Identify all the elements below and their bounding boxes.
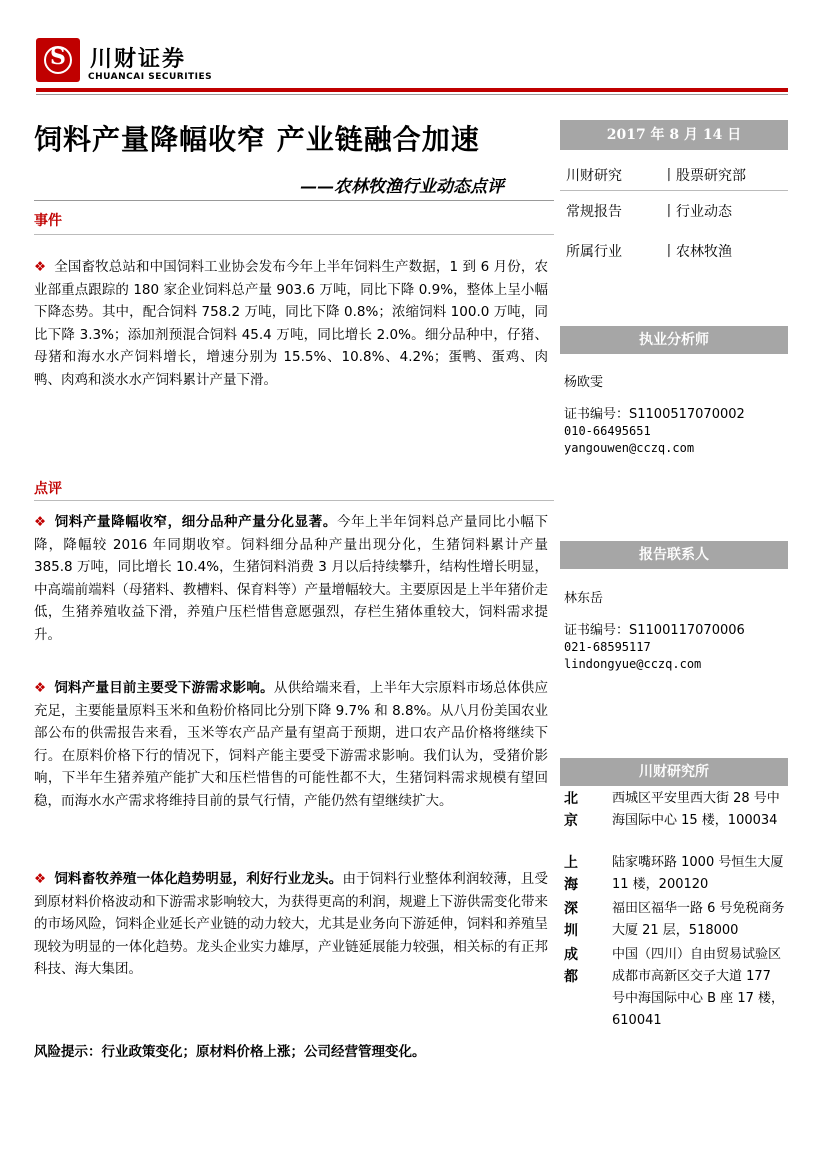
section-label-event: 事件 <box>34 213 62 229</box>
bullet-icon: ❖ <box>34 871 47 887</box>
header-thin-rule <box>36 94 788 95</box>
logo-letter: S <box>50 44 66 70</box>
report-title: 饲料产量降幅收窄 产业链融合加速 <box>34 123 480 156</box>
point-lead: 饲料产量降幅收窄，细分品种产量分化显著。 <box>54 514 337 530</box>
section-divider <box>34 234 554 235</box>
contact-name: 林东岳 <box>564 591 604 606</box>
office-address: 西城区平安里西大街 28 号中海国际中心 15 楼，100034 <box>612 791 780 828</box>
office-city: 深圳 <box>564 901 578 939</box>
bullet-icon: ❖ <box>34 680 47 696</box>
meta-row-research <box>566 165 746 185</box>
meta-row-type <box>566 201 732 221</box>
meta-row-industry <box>566 241 732 261</box>
meta-label: 川财研究 <box>566 168 622 184</box>
comment-point-2 <box>34 677 548 813</box>
report-subtitle: ——农林牧渔行业动态点评 <box>300 177 504 197</box>
analyst-cert: 证书编号：S1100517070002 <box>564 407 745 422</box>
section-label-comment: 点评 <box>34 481 62 497</box>
meta-value: 丨农林牧渔 <box>662 244 732 260</box>
meta-value: 丨行业动态 <box>662 204 732 220</box>
meta-label: 所属行业 <box>566 244 622 260</box>
event-paragraph <box>34 256 548 392</box>
bullet-icon: ❖ <box>34 514 47 530</box>
analyst-email[interactable]: yangouwen@cczq.com <box>564 441 695 455</box>
event-text: 全国畜牧总站和中国饲料工业协会发布今年上半年饲料生产数据，1 到 6 月份，农业部重点跟踪的 180 家企业饲料总产量 903.6 万吨，同比下降 0.9%，整体上呈小幅下降态势。其中，配合饲料 758.2 万吨，同比下降 0.8%；浓缩饲料 100.0 万吨，同比下降 3.3%；添加剂预混合饲料 45.4 万吨，同比增长 2.0%。细分品种中，仔猪、母猪和海水水产饲料增长，增速分别为 15.5%、10.8%、4.2%；蛋鸭、蛋鸡、肉鸭、肉鸡和淡水水产饲料累计产量下滑。 <box>34 259 548 388</box>
bullet-icon: ❖ <box>34 259 47 275</box>
sidebar-divider <box>560 190 788 191</box>
analyst-header: 执业分析师 <box>560 326 788 354</box>
office-address: 福田区福华一路 6 号免税商务大厦 21 层，518000 <box>612 901 785 938</box>
meta-label: 常规报告 <box>566 204 622 220</box>
title-divider <box>34 200 554 201</box>
point-text: 由于饲料行业整体利润较薄，且受到原材料价格波动和下游需求影响较大，为获得更高的利润，规避上下游供需变化带来的市场风险，饲料企业延长产业链的动力较大，尤其是业务向下游延伸，饲料和养殖呈现较为明显的一体化趋势。龙头企业实力雄厚，产业链延展能力较强，相关标的有正邦科技、海大集团。 <box>34 871 549 978</box>
point-text: 从供给端来看，上半年大宗原料市场总体供应充足，主要能量原料玉米和鱼粉价格同比分别下降 9.7% 和 8.8%。从八月份美国农业部公布的供需报告来看，玉米等农产品产量有望高于预期，进口农产品价格将继续下行。在原料价格下行的情况下，饲料产能主要受下游需求影响。我们认为，受猪价影响，下半年生猪养殖产能扩大和压栏惜售的可能性都不大，生猪饲料需求规模有望回稳，而海水水产需求将维持目前的景气行情，产能仍然有望继续扩大。 <box>34 680 549 809</box>
office-address: 陆家嘴环路 1000 号恒生大厦 11 楼，200120 <box>612 855 784 892</box>
office-city: 成都 <box>564 947 578 985</box>
header-red-rule <box>36 88 788 92</box>
section-divider <box>34 500 554 501</box>
report-date: 2017 年 8 月 14 日 <box>560 120 788 150</box>
analyst-phone: 010-66495651 <box>564 424 651 438</box>
office-city: 北京 <box>564 791 578 829</box>
institute-header: 川财研究所 <box>560 758 788 786</box>
brand-name-cn: 川财证券 <box>90 47 187 72</box>
contact-email[interactable]: lindongyue@cczq.com <box>564 657 702 671</box>
contact-header: 报告联系人 <box>560 541 788 569</box>
comment-point-1 <box>34 511 548 647</box>
company-logo <box>36 38 80 82</box>
point-lead: 饲料产量目前主要受下游需求影响。 <box>54 680 274 696</box>
brand-name-en: CHUANCAI SECURITIES <box>88 72 213 82</box>
office-address: 中国（四川）自由贸易试验区成都市高新区交子大道 177 号中海国际中心 B 座 17 楼，610041 <box>612 947 784 1028</box>
comment-point-3 <box>34 868 548 981</box>
analyst-name: 杨欧雯 <box>564 375 604 390</box>
office-city: 上海 <box>564 855 578 893</box>
point-text: 今年上半年饲料总产量同比小幅下降，降幅较 2016 年同期收窄。饲料细分品种产量出现分化，生猪饲料累计产量 385.8 万吨，同比增长 10.4%，生猪饲料消费 3 月以后持续攀升，结构性增长明显，中高端前端料（母猪料、教槽料、保育料等）产量增幅较大。主要原因是上半年猪价走低，生猪养殖收益下滑，养殖户压栏惜售意愿强烈，存栏生猪体重较大，饲料需求提升。 <box>34 514 549 643</box>
contact-phone: 021-68595117 <box>564 640 651 654</box>
meta-value: 丨股票研究部 <box>662 168 746 184</box>
contact-cert: 证书编号：S1100117070006 <box>564 623 745 638</box>
point-lead: 饲料畜牧养殖一体化趋势明显，利好行业龙头。 <box>54 871 343 887</box>
risk-warning: 风险提示：行业政策变化；原材料价格上涨；公司经营管理变化。 <box>34 1044 426 1060</box>
